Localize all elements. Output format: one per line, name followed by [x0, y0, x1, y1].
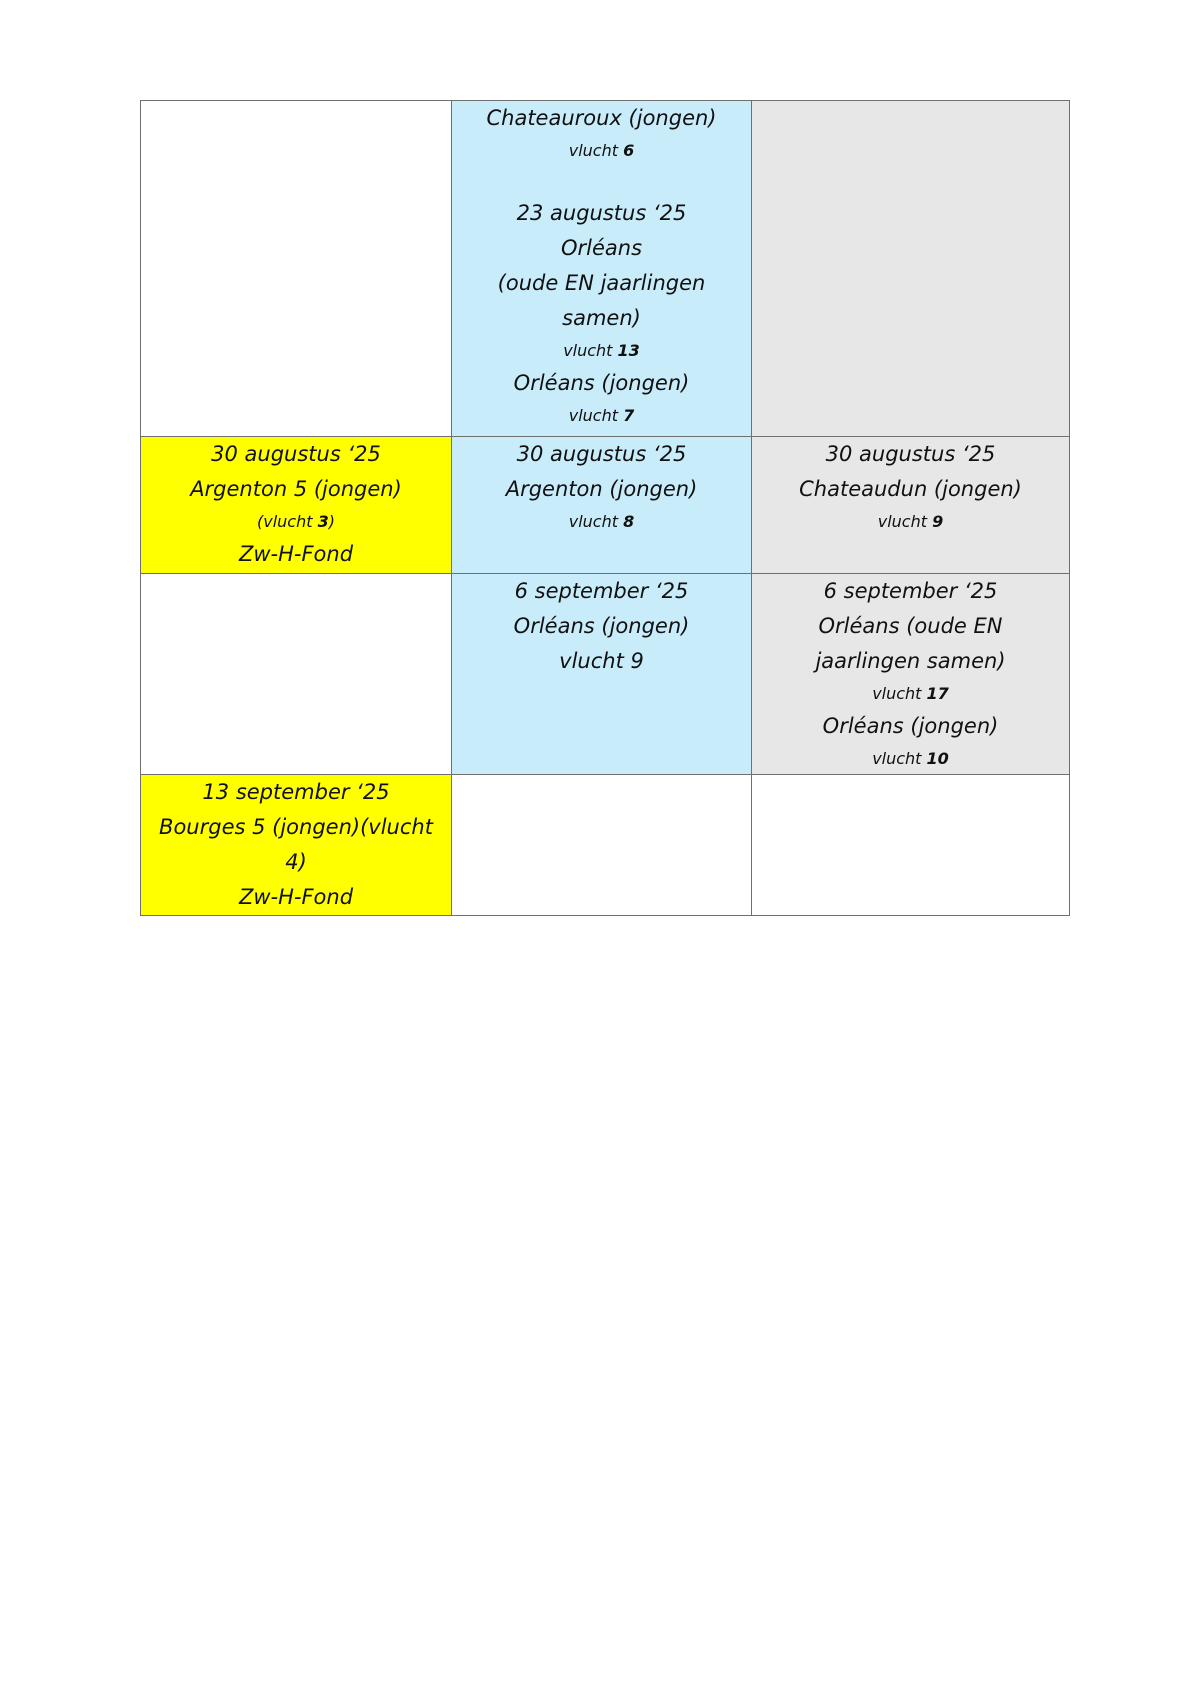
cell-text-line: 4) [285, 850, 307, 874]
cell-text-line: 6 september ‘25 [514, 579, 689, 603]
cell-text-line: Orléans (jongen) [822, 714, 999, 738]
flight-label: vlucht [568, 512, 619, 531]
cell-text-line: 30 augustus ‘25 [825, 442, 996, 466]
cell-text-line: Orléans [560, 236, 643, 260]
table-cell [141, 101, 452, 437]
flight-number: 3 [317, 512, 329, 531]
cell-text-line: Orléans (oude EN [818, 614, 1003, 638]
flight-label: vlucht [568, 141, 619, 160]
cell-text-line: (oude EN jaarlingen [497, 271, 706, 295]
flight-number-line [460, 336, 743, 366]
table-cell [141, 775, 452, 916]
cell-text-line: Chateauroux (jongen) [486, 106, 717, 130]
flight-number: 13 [617, 341, 640, 360]
flight-label: vlucht [568, 406, 619, 425]
table-cell [452, 437, 752, 574]
flight-number: 7 [623, 406, 635, 425]
cell-text-line: Zw-H-Fond [238, 542, 354, 566]
cell-text-line: Zw-H-Fond [238, 885, 354, 909]
cell-text-line: Argenton (jongen) [505, 477, 698, 501]
flight-number: 8 [623, 512, 635, 531]
flight-label: vlucht [872, 684, 922, 703]
cell-text-line: 6 september ‘25 [823, 579, 998, 603]
cell-text-line: vlucht 9 [559, 649, 644, 673]
flight-number-line [760, 679, 1061, 709]
cell-text-line: samen) [562, 306, 641, 330]
flight-number-line [760, 744, 1061, 774]
table-cell [141, 574, 452, 775]
flight-number: 10 [926, 749, 949, 768]
flight-number-line [149, 507, 443, 537]
flight-label: vlucht [872, 749, 922, 768]
cell-text-line: 13 september ‘25 [202, 780, 390, 804]
table-row [141, 574, 1070, 775]
cell-text-line: Bourges 5 (jongen)(vlucht [159, 815, 433, 839]
cell-text-line: 23 augustus ‘25 [516, 201, 687, 225]
flight-schedule-table [140, 100, 1070, 916]
flight-label: vlucht [563, 341, 613, 360]
table-row [141, 101, 1070, 437]
cell-text-line: jaarlingen samen) [815, 649, 1006, 673]
flight-label-tail: ) [328, 512, 335, 531]
cell-text-line: Chateaudun (jongen) [799, 477, 1022, 501]
table-cell [141, 437, 452, 574]
table-row [141, 437, 1070, 574]
flight-number-line [760, 507, 1061, 537]
cell-text-line: 30 augustus ‘25 [211, 442, 381, 466]
cell-text-line: Argenton 5 (jongen) [190, 477, 402, 501]
flight-number: 6 [623, 141, 635, 160]
flight-number: 9 [932, 512, 944, 531]
table-row [141, 775, 1070, 916]
table-cell [452, 574, 752, 775]
cell-text-line: Orléans (jongen) [513, 371, 690, 395]
flight-number: 17 [926, 684, 949, 703]
table-cell [752, 574, 1070, 775]
table-cell [752, 437, 1070, 574]
flight-number-line [460, 507, 743, 537]
flight-number-line [460, 401, 743, 431]
flight-number-line [460, 136, 743, 166]
table-cell [752, 101, 1070, 437]
flight-label: vlucht [877, 512, 928, 531]
table-cell [452, 775, 752, 916]
table-cell [452, 101, 752, 437]
spacer [460, 166, 743, 196]
cell-text-line: Orléans (jongen) [513, 614, 690, 638]
cell-text-line: 30 augustus ‘25 [516, 442, 687, 466]
flight-label: (vlucht [257, 512, 313, 531]
table-cell [752, 775, 1070, 916]
